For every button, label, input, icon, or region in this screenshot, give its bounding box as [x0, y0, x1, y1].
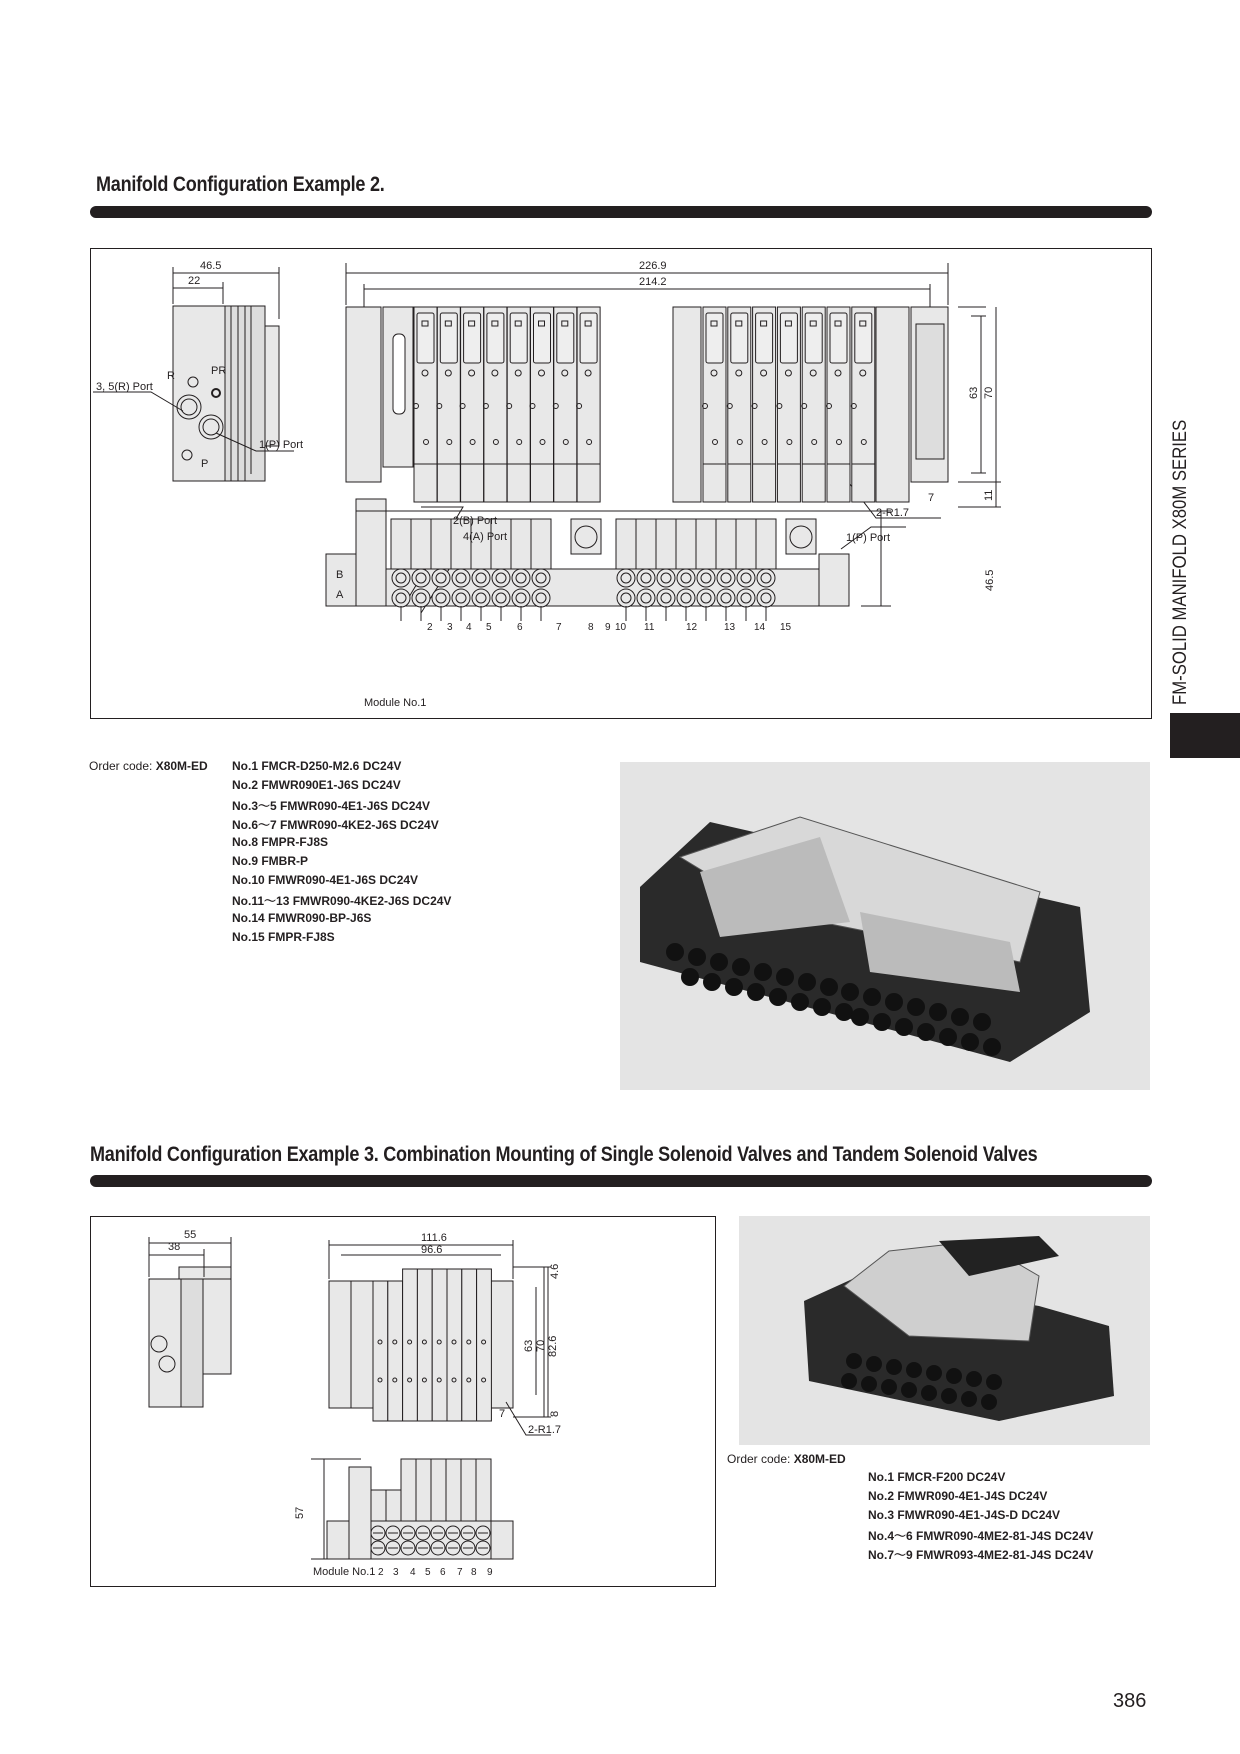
order-line: No.6～7 FMWR090-4KE2-J6S DC24V [232, 818, 439, 832]
port-fitting [717, 569, 735, 587]
port-fitting [737, 569, 755, 587]
side-view-body [173, 306, 225, 481]
dim-82-6: 82.6 [547, 1335, 559, 1357]
label-a: A [336, 589, 344, 601]
drawing-example-2-svg [91, 249, 1151, 718]
valve-module [477, 1269, 492, 1421]
manifold-photo-illustration-2 [739, 1216, 1150, 1445]
dim-226-9: 226.9 [639, 260, 667, 272]
product-photo-example-2 [620, 762, 1150, 1090]
module-number: 9 [605, 622, 611, 633]
port-fitting [392, 569, 410, 587]
label-b-port: 2(B) Port [453, 515, 498, 527]
dim-214-2: 214.2 [639, 276, 667, 288]
order-line: No.1 FMCR-F200 DC24V [868, 1470, 1006, 1484]
port-fitting [532, 589, 550, 607]
label-r-port: 3, 5(R) Port [96, 381, 153, 393]
module-number: 14 [754, 622, 766, 633]
port-fitting [697, 589, 715, 607]
order-line: No.3～5 FMWR090-4E1-J6S DC24V [232, 799, 431, 813]
order-line: No.4～6 FMWR090-4ME2-81-J4S DC24V [868, 1529, 1094, 1543]
port-fitting [392, 589, 410, 607]
label-p-port: 1(P) Port [846, 532, 891, 544]
port-fitting [637, 589, 655, 607]
module-number: 12 [686, 622, 698, 633]
port-fitting [432, 589, 450, 607]
module-number: 3 [447, 622, 453, 633]
order-code-value: X80M-ED [155, 759, 208, 773]
module-number: 10 [615, 622, 627, 633]
port-fitting [452, 589, 470, 607]
port-fitting [432, 569, 450, 587]
order-line: No.2 FMWR090E1-J6S DC24V [232, 778, 401, 792]
order-line: No.9 FMBR-P [232, 854, 308, 868]
dim-r1-7: 2-R1.7 [876, 507, 910, 519]
order-line: No.3 FMWR090-4E1-J4S-D DC24V [868, 1508, 1061, 1522]
port-fitting [452, 569, 470, 587]
fitting [946, 1368, 962, 1384]
module-number: 11 [644, 622, 655, 633]
port-fitting [412, 569, 430, 587]
order-line: No.8 FMPR-FJ8S [232, 835, 329, 849]
module-number: 5 [425, 1567, 431, 1578]
port-fitting [757, 569, 775, 587]
port-fitting [617, 589, 635, 607]
dim-63: 63 [968, 386, 980, 399]
module-no-label: Module No.1 [364, 697, 427, 709]
module-number: 7 [457, 1567, 463, 1578]
port-fitting [717, 589, 735, 607]
fitting [688, 948, 706, 966]
valve-module [432, 1269, 447, 1421]
order-line: No.1 FMCR-D250-M2.6 DC24V [232, 759, 402, 773]
valve-module [373, 1281, 388, 1421]
module-number: 2 [378, 1567, 384, 1578]
fitting [986, 1374, 1002, 1390]
fitting [754, 963, 772, 981]
section-title-example-2: Manifold Configuration Example 2. [96, 173, 385, 196]
label-pr: PR [211, 365, 227, 377]
valve-module [447, 1269, 462, 1421]
fitting [776, 968, 794, 986]
dim-7: 7 [499, 1408, 506, 1420]
module-no-label: Module No.1 [313, 1566, 376, 1578]
dim-r1-7: 2-R1.7 [528, 1424, 562, 1436]
order-line: No.2 FMWR090-4E1-J4S DC24V [868, 1489, 1048, 1503]
label-p: P [201, 458, 209, 470]
label-a-port: 4(A) Port [463, 531, 508, 543]
port-fitting [472, 569, 490, 587]
dim-70: 70 [535, 1339, 547, 1352]
label-p-port-side: 1(P) Port [259, 439, 304, 451]
order-code-list-1 [232, 759, 451, 949]
port-fitting [657, 589, 675, 607]
port-fitting [617, 569, 635, 587]
fitting [926, 1365, 942, 1381]
order-code-2: Order code: X80M-ED [727, 1452, 846, 1466]
module-number: 15 [780, 622, 792, 633]
dim-96-6: 96.6 [421, 1244, 443, 1256]
valve-module [388, 1281, 403, 1421]
label-r: R [167, 370, 175, 382]
fitting [886, 1359, 902, 1375]
fitting [906, 1362, 922, 1378]
module-number: 8 [471, 1567, 477, 1578]
fitting [846, 1353, 862, 1369]
valve-module [403, 1269, 418, 1421]
port-fitting [737, 589, 755, 607]
port-fitting [757, 589, 775, 607]
port-fitting [532, 569, 550, 587]
order-code-label: Order code [727, 1452, 788, 1466]
port-fitting [512, 589, 530, 607]
dim-63: 63 [523, 1339, 535, 1352]
order-line: No.11～13 FMWR090-4KE2-J6S DC24V [232, 894, 452, 908]
module-number: 3 [393, 1567, 399, 1578]
module-number: 5 [486, 622, 492, 633]
dim-55: 55 [184, 1229, 197, 1241]
fitting [798, 973, 816, 991]
dim-111-6: 111.6 [421, 1232, 447, 1244]
order-code-label: Order code [89, 759, 150, 773]
dim-46-5-bottom: 46.5 [984, 569, 996, 591]
fitting [966, 1371, 982, 1387]
end-plate-left [346, 307, 381, 482]
dimension-drawing-example-3 [90, 1216, 716, 1587]
page-number: 386 [1113, 1690, 1147, 1712]
port-fitting [637, 569, 655, 587]
manifold-photo-illustration [620, 762, 1150, 1090]
dim-11: 11 [983, 489, 995, 501]
side-tab-series-label: FM-SOLID MANIFOLD X80M SERIES [1170, 419, 1191, 705]
port-fitting [657, 569, 675, 587]
port-fitting [677, 589, 695, 607]
port-fitting [512, 569, 530, 587]
product-photo-example-3 [739, 1216, 1150, 1445]
module-number: 13 [724, 622, 736, 633]
port-fitting [472, 589, 490, 607]
dim-57: 57 [294, 1506, 306, 1519]
fitting [866, 1356, 882, 1372]
module-number: 8 [588, 622, 594, 633]
port-fitting [412, 589, 430, 607]
label-b: B [336, 569, 344, 581]
drawing-example-3-svg [91, 1217, 715, 1586]
section-divider-bar-2 [90, 1175, 1152, 1187]
fitting [820, 978, 838, 996]
valve-module [462, 1269, 477, 1421]
section-divider-bar [90, 206, 1152, 218]
dim-7: 7 [928, 492, 935, 504]
fitting [732, 958, 750, 976]
order-line: No.15 FMPR-FJ8S [232, 930, 335, 944]
dimension-drawing-example-2 [90, 248, 1152, 719]
dim-38: 38 [168, 1241, 181, 1253]
order-code-value: X80M-ED [793, 1452, 846, 1466]
dim-22: 22 [188, 275, 201, 287]
dim-46-5: 46.5 [200, 260, 222, 272]
order-line: No.7～9 FMWR093-4ME2-81-J4S DC24V [868, 1548, 1094, 1562]
module-number: 2 [427, 622, 433, 633]
valve-module [417, 1269, 432, 1421]
section-title-example-3: Manifold Configuration Example 3. Combination Mounting of Single Solenoid Valves and Tandem Solenoid Valves [90, 1143, 1038, 1166]
fitting [710, 953, 728, 971]
module-number: 4 [410, 1567, 416, 1578]
module-number: 9 [487, 1567, 493, 1578]
fitting [666, 943, 684, 961]
dim-4-6: 4.6 [549, 1263, 561, 1279]
module-number: 4 [466, 622, 472, 633]
order-code-1: Order code: X80M-ED [89, 759, 208, 773]
dim-70: 70 [983, 386, 995, 399]
port-fitting [492, 589, 510, 607]
order-line: No.14 FMWR090-BP-J6S [232, 911, 372, 925]
port-fitting [492, 569, 510, 587]
order-line: No.10 FMWR090-4E1-J6S DC24V [232, 873, 419, 887]
dim-8: 8 [549, 1410, 561, 1417]
port-fitting [677, 569, 695, 587]
module-number: 6 [517, 622, 523, 633]
port-fitting [697, 569, 715, 587]
side-tab-marker [1170, 713, 1240, 758]
order-code-list-2 [868, 1470, 1093, 1565]
module-number: 7 [556, 622, 562, 633]
module-number: 6 [440, 1567, 446, 1578]
